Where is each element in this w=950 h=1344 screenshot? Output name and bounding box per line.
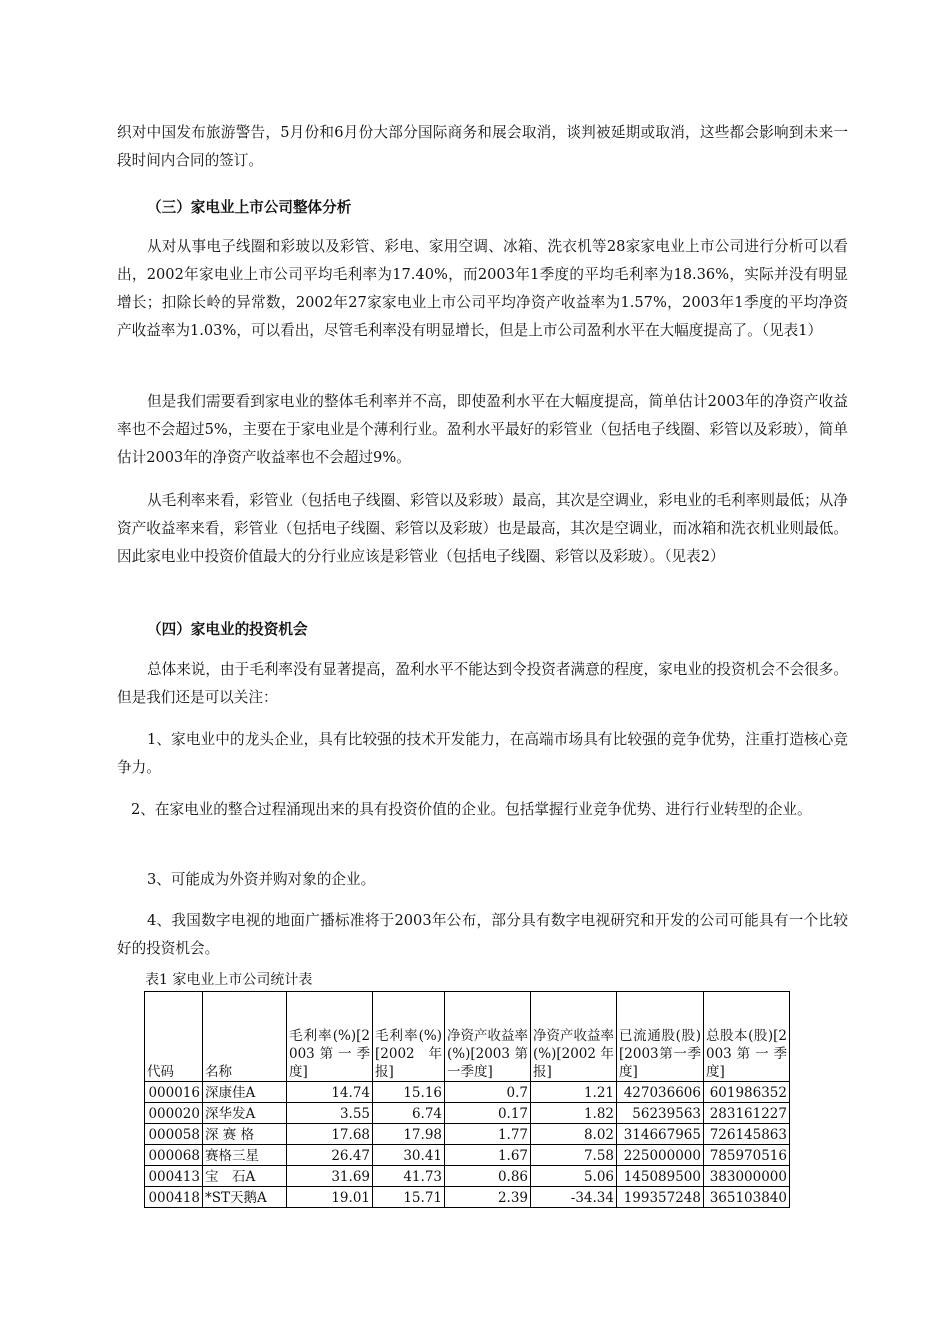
cell-float-shares: 145089500 <box>617 1166 704 1187</box>
cell-gross-margin-2002: 30.41 <box>373 1145 445 1166</box>
cell-gross-margin-2002: 15.16 <box>373 1082 445 1103</box>
cell-name: 深 赛 格 <box>203 1124 287 1145</box>
cell-gross-margin-2003q1: 26.47 <box>287 1145 373 1166</box>
paragraph-margin-note: 但是我们需要看到家电业的整体毛利率并不高，即使盈利水平在大幅度提高，简单估计2003年的净资产收益率也不会超过5%，主要在于家电业是个薄利行业。盈利水平最好的彩管业（包括电子线圈、彩管以及彩玻），简单估计2003年的净资产收益率也不会超过9%。 <box>117 393 848 466</box>
table-row <box>145 1145 790 1166</box>
table-row <box>145 1103 790 1124</box>
cell-float-shares: 314667965 <box>617 1124 704 1145</box>
cell-code: 000413 <box>145 1166 203 1187</box>
header-total-shares: 总股本(股)[2003第一季度] <box>704 992 790 1082</box>
cell-total-shares: 601986352 <box>704 1082 790 1103</box>
cell-roe-2003q1: 1.77 <box>445 1124 531 1145</box>
cell-float-shares: 225000000 <box>617 1145 704 1166</box>
cell-roe-2003q1: 2.39 <box>445 1187 531 1208</box>
cell-roe-2003q1: 0.17 <box>445 1103 531 1124</box>
cell-roe-2003q1: 0.7 <box>445 1082 531 1103</box>
cell-total-shares: 283161227 <box>704 1103 790 1124</box>
table-row <box>145 1187 790 1208</box>
cell-float-shares: 199357248 <box>617 1187 704 1208</box>
cell-roe-2002: 8.02 <box>531 1124 617 1145</box>
header-gross-margin-2003q1: 毛利率(%)[2003第一季度] <box>287 992 373 1082</box>
paragraph-investment-summary: 总体来说，由于毛利率没有显著提高，盈利水平不能达到令投资者满意的程度，家电业的投资机会不会很多。但是我们还是可以关注： <box>117 661 848 706</box>
cell-roe-2002: 5.06 <box>531 1166 617 1187</box>
cell-gross-margin-2003q1: 14.74 <box>287 1082 373 1103</box>
cell-gross-margin-2002: 17.98 <box>373 1124 445 1145</box>
section-heading-4: （四）家电业的投资机会 <box>147 621 308 638</box>
paragraph-subsector-comparison: 从毛利率来看，彩管业（包括电子线圈、彩管以及彩玻）最高，其次是空调业，彩电业的毛利率则最低；从净资产收益率来看，彩管业（包括电子线圈、彩管以及彩玻）也是最高，其次是空调业，而冰箱和洗衣机业则最低。因此家电业中投资价值最大的分行业应该是彩管业（包括电子线圈、彩管以及彩玻）。（见表2） <box>117 492 848 565</box>
cell-roe-2002: 1.82 <box>531 1103 617 1124</box>
header-gross-margin-2002: 毛利率(%)[2002年报] <box>373 992 445 1082</box>
cell-float-shares: 427036606 <box>617 1082 704 1103</box>
paragraph-continuation: 织对中国发布旅游警告，5月份和6月份大部分国际商务和展会取消，谈判被延期或取消，这些都会影响到未来一段时间内合同的签订。 <box>117 124 848 169</box>
cell-name: 宝 石A <box>203 1166 287 1187</box>
cell-gross-margin-2003q1: 31.69 <box>287 1166 373 1187</box>
cell-gross-margin-2003q1: 17.68 <box>287 1124 373 1145</box>
table-caption: 表1 家电业上市公司统计表 <box>145 972 313 988</box>
cell-roe-2002: 7.58 <box>531 1145 617 1166</box>
cell-code: 000418 <box>145 1187 203 1208</box>
list-item-4: 4、我国数字电视的地面广播标准将于2003年公布，部分具有数字电视研究和开发的公司可能具有一个比较好的投资机会。 <box>117 912 848 957</box>
cell-name: 赛格三星 <box>203 1145 287 1166</box>
cell-code: 000020 <box>145 1103 203 1124</box>
cell-total-shares: 785970516 <box>704 1145 790 1166</box>
section-heading-3: （三）家电业上市公司整体分析 <box>147 199 352 216</box>
paragraph-overall-analysis: 从对从事电子线圈和彩玻以及彩管、彩电、家用空调、冰箱、洗衣机等28家家电业上市公司进行分析可以看出，2002年家电业上市公司平均毛利率为17.40%，而2003年1季度的平均毛利率为18.36%，实际并没有明显增长；扣除长岭的异常数，2002年27家家电业上市公司平均净资产收益率为1.57%，2003年1季度的平均净资产收益率为1.03%，可以看出，尽管毛利率没有明显增长，但是上市公司盈利水平在大幅度提高了。（见表1） <box>117 238 848 339</box>
header-name: 名称 <box>203 992 287 1082</box>
table-header-row <box>145 992 790 1082</box>
cell-total-shares: 383000000 <box>704 1166 790 1187</box>
cell-name: 深华发A <box>203 1103 287 1124</box>
header-code: 代码 <box>145 992 203 1082</box>
cell-name: 深康佳A <box>203 1082 287 1103</box>
cell-gross-margin-2002: 41.73 <box>373 1166 445 1187</box>
cell-name: *ST天鹅A <box>203 1187 287 1208</box>
header-roe-2003q1: 净资产收益率(%)[2003第一季度] <box>445 992 531 1082</box>
cell-roe-2002: 1.21 <box>531 1082 617 1103</box>
cell-gross-margin-2003q1: 3.55 <box>287 1103 373 1124</box>
header-float-shares: 已流通股(股)[2003第一季度] <box>617 992 704 1082</box>
cell-gross-margin-2002: 15.71 <box>373 1187 445 1208</box>
cell-code: 000058 <box>145 1124 203 1145</box>
cell-total-shares: 365103840 <box>704 1187 790 1208</box>
list-item-2: 2、在家电业的整合过程涌现出来的具有投资价值的企业。包括掌握行业竞争优势、进行行业转型的企业。 <box>131 801 812 818</box>
cell-roe-2003q1: 1.67 <box>445 1145 531 1166</box>
cell-code: 000016 <box>145 1082 203 1103</box>
list-item-3: 3、可能成为外资并购对象的企业。 <box>147 871 376 888</box>
cell-total-shares: 726145863 <box>704 1124 790 1145</box>
listed-companies-table <box>144 991 790 1208</box>
table-row <box>145 1124 790 1145</box>
list-item-1: 1、家电业中的龙头企业，具有比较强的技术开发能力，在高端市场具有比较强的竞争优势，注重打造核心竞争力。 <box>117 731 848 776</box>
cell-gross-margin-2002: 6.74 <box>373 1103 445 1124</box>
cell-code: 000068 <box>145 1145 203 1166</box>
cell-roe-2003q1: 0.86 <box>445 1166 531 1187</box>
cell-gross-margin-2003q1: 19.01 <box>287 1187 373 1208</box>
cell-roe-2002: -34.34 <box>531 1187 617 1208</box>
table-row <box>145 1082 790 1103</box>
header-roe-2002: 净资产收益率(%)[2002年报] <box>531 992 617 1082</box>
table-row <box>145 1166 790 1187</box>
cell-float-shares: 56239563 <box>617 1103 704 1124</box>
